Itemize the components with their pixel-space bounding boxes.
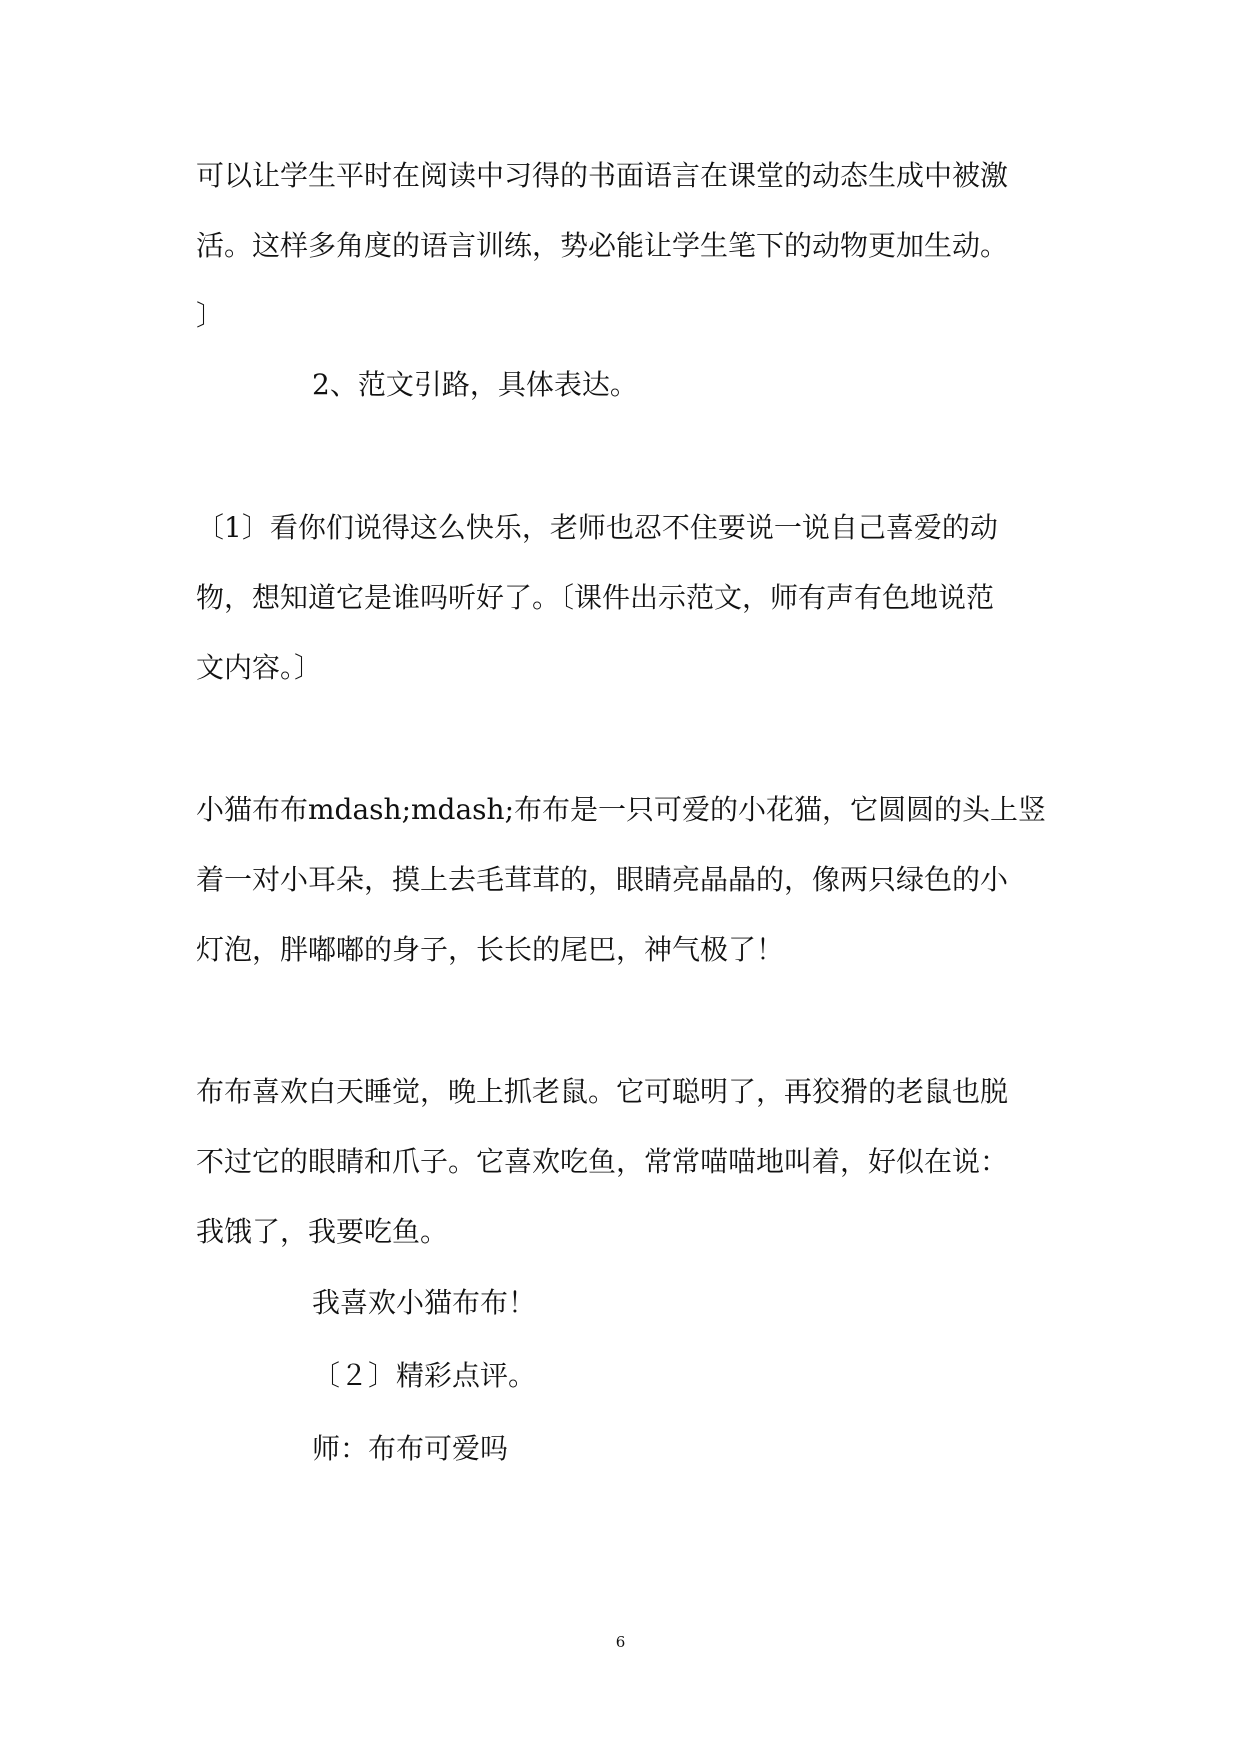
heading-line: 2、范文引路，具体表达。 [312, 368, 638, 401]
heading-line: 〔２〕精彩点评。 [312, 1359, 537, 1392]
text-line: 文内容。〕 [196, 651, 323, 684]
text-line: 小猫布布mdash;mdash;布布是一只可爱的小花猫，它圆圆的头上竖 [196, 793, 1047, 826]
text-line: 物，想知道它是谁吗听好了。〔课件出示范文，师有声有色地说范 [196, 581, 995, 614]
text-line: 着一对小耳朵，摸上去毛茸茸的，眼睛亮晶晶的，像两只绿色的小 [196, 863, 1009, 896]
text-line: 我饿了，我要吃鱼。 [196, 1215, 449, 1248]
page-number: 6 [615, 1633, 626, 1651]
text-line: 活。这样多角度的语言训练，势必能让学生笔下的动物更加生动。 [196, 229, 1009, 262]
text-line: 不过它的眼睛和爪子。它喜欢吃鱼，常常喵喵地叫着，好似在说： [196, 1145, 1009, 1178]
text-line: 我喜欢小猫布布！ [312, 1286, 537, 1319]
text-line: 师：布布可爱吗 [312, 1432, 509, 1465]
text-line: 灯泡，胖嘟嘟的身子，长长的尾巴，神气极了！ [196, 933, 785, 966]
text-line: 〕 [196, 299, 225, 332]
text-line: 〔1〕看你们说得这么快乐，老师也忍不住要说一说自己喜爱的动 [196, 511, 998, 544]
text-line: 布布喜欢白天睡觉，晚上抓老鼠。它可聪明了，再狡猾的老鼠也脱 [196, 1075, 1009, 1108]
text-line: 可以让学生平时在阅读中习得的书面语言在课堂的动态生成中被激 [196, 159, 1009, 192]
